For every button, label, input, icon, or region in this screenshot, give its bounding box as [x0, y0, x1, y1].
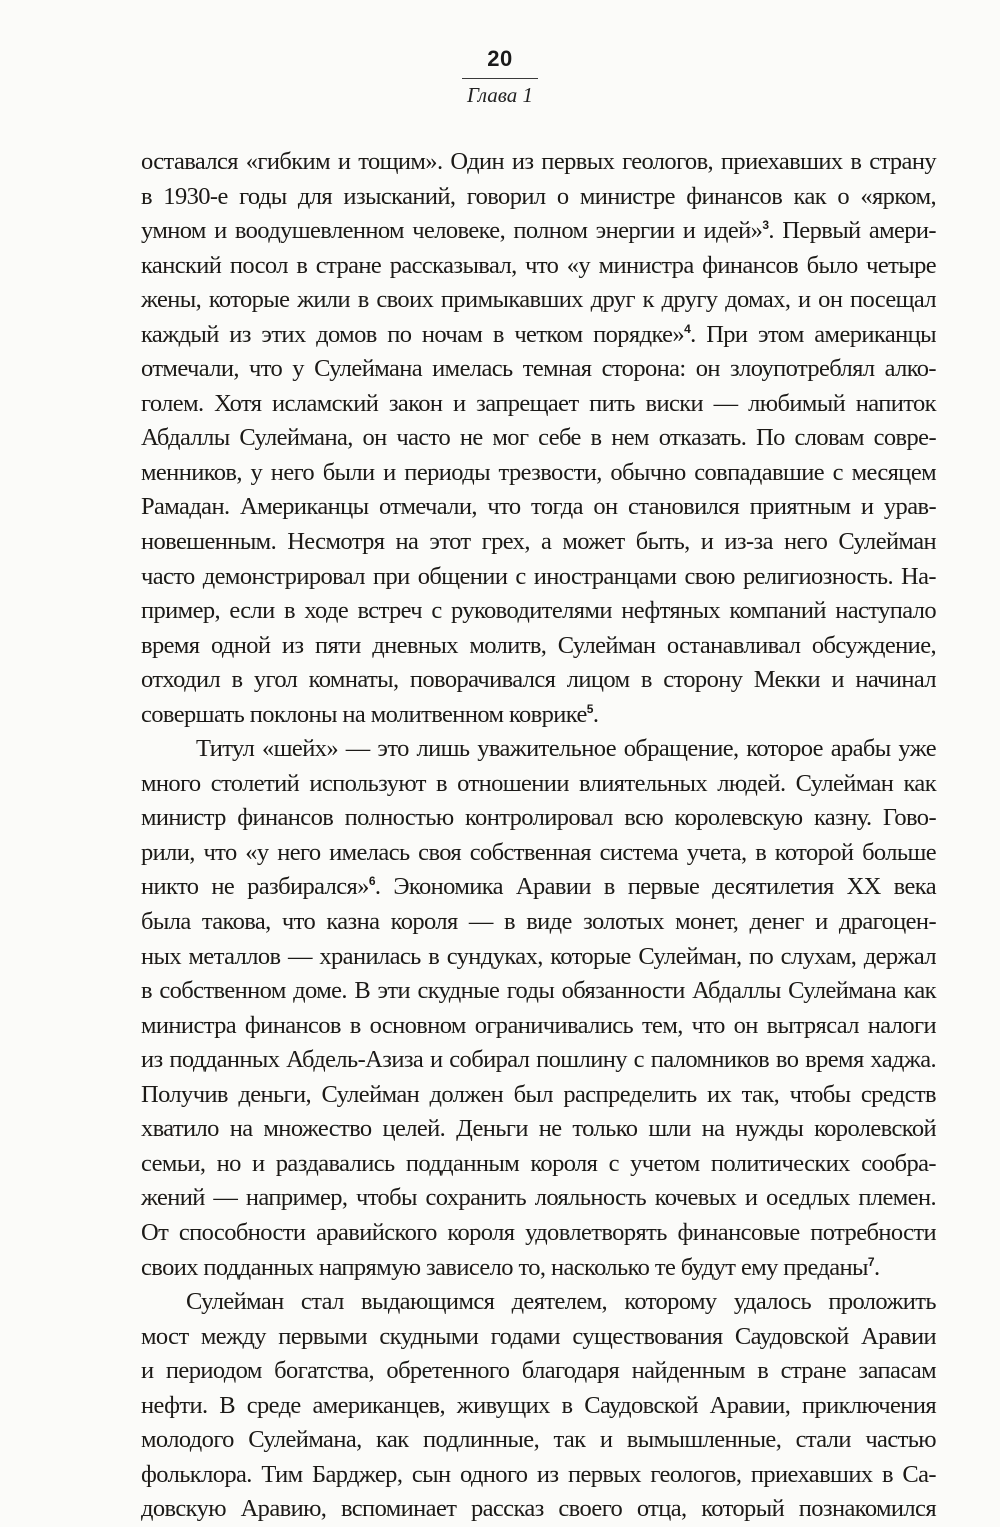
line-text: была такова, что казна короля — в виде золотых монет, денег и драгоцен-: [141, 908, 936, 936]
line-text: нефти. В среде американцев, живущих в Саудовской Аравии, приключения: [141, 1391, 936, 1419]
line-text: часто демонстрировал при общении с иностранцами свою религиозность. На-: [141, 562, 936, 590]
text-line: [141, 560, 936, 595]
line-text: совершать поклоны на молитвенном коврике: [141, 700, 587, 728]
line-text: голем. Хотя исламский закон и запрещает пить виски — любимый напиток: [141, 389, 936, 417]
paragraph: [141, 732, 936, 1285]
line-text: Рамадан. Американцы отмечали, что тогда он становился приятным и урав-: [141, 493, 936, 521]
text-line: [141, 767, 936, 802]
text-line: [141, 1216, 936, 1251]
text-line: [141, 145, 936, 180]
text-line: [141, 974, 936, 1009]
page-number: 20: [487, 46, 513, 71]
line-text: менников, у него были и периоды трезвости, обычно совпадавшие с месяцем: [141, 458, 936, 486]
text-line: [141, 940, 936, 975]
body-text: [141, 145, 936, 1527]
line-text-cont: .: [874, 1253, 880, 1281]
line-text: в 1930-е годы для изысканий, говорил о министре финансов как о «ярком,: [141, 182, 936, 210]
text-line: [141, 801, 936, 836]
line-text: жены, которые жили в своих примыкавших друг к другу домах, и он посещал: [141, 286, 936, 314]
line-text: отходил в угол комнаты, поворачивался лицом в сторону Мекки и начинал: [141, 666, 936, 694]
footnote-ref[interactable]: 3: [762, 218, 769, 233]
line-text: хватило на множество целей. Деньги не только шли на нужды королевской: [141, 1115, 936, 1143]
line-text: довскую Аравию, вспоминает рассказ своего отца, который познакомился: [141, 1495, 936, 1523]
line-text: никто не разбирался»: [141, 873, 369, 901]
text-line: [141, 1285, 936, 1320]
line-text: семьи, но и раздавались подданным короля с учетом политических сообра-: [141, 1149, 936, 1177]
text-line: [141, 214, 936, 249]
text-line: [141, 1251, 936, 1286]
line-text: Абдаллы Сулеймана, он часто не мог себе в нем отказать. По словам совре-: [141, 424, 936, 452]
text-line: [141, 1492, 936, 1527]
line-text: От способности аравийского короля удовлетворять финансовые потребности: [141, 1218, 936, 1246]
text-line: [141, 490, 936, 525]
text-line: [141, 1423, 936, 1458]
text-line: [141, 387, 936, 422]
text-line: [141, 1389, 936, 1424]
line-text: отмечали, что у Сулеймана имелась темная сторона: он злоупотреблял алко-: [141, 355, 936, 383]
text-line: [141, 1078, 936, 1113]
line-text: из подданных Абдель-Азиза и собирал пошлину с паломников во время хаджа.: [141, 1046, 936, 1074]
text-line: [141, 1181, 936, 1216]
line-text-cont: . При этом американцы: [690, 320, 936, 348]
text-line: [141, 594, 936, 629]
line-text: Титул «шейх» — это лишь уважительное обращение, которое арабы уже: [196, 735, 936, 763]
line-text: министра финансов в основном ограничивались тем, что он вытрясал налоги: [141, 1011, 936, 1039]
text-line: [141, 283, 936, 318]
footnote-ref[interactable]: 5: [586, 701, 593, 716]
line-text: рили, что «у него имелась своя собственная система учета, в которой больше: [141, 838, 936, 866]
line-text: новешенным. Несмотря на этот грех, а может быть, и из-за него Сулейман: [141, 528, 936, 556]
running-header: [0, 46, 1000, 108]
text-line: [141, 1147, 936, 1182]
text-line: [141, 629, 936, 664]
footnote-ref[interactable]: 7: [867, 1254, 874, 1269]
text-line: [141, 1043, 936, 1078]
line-text: министр финансов полностью контролировал всю королевскую казну. Гово-: [141, 804, 936, 832]
line-text: фольклора. Тим Барджер, сын одного из первых геологов, приехавших в Са-: [141, 1460, 936, 1488]
line-text: своих подданных напрямую зависело то, насколько те будут ему преданы: [141, 1253, 868, 1281]
text-line: [141, 421, 936, 456]
text-line: [141, 870, 936, 905]
text-line: [141, 732, 936, 767]
line-text-cont: .: [592, 700, 599, 728]
text-line: [141, 698, 936, 733]
line-text: оставался «гибким и тощим». Один из первых геологов, приехавших в страну: [141, 148, 936, 175]
line-text: мост между первыми скудными годами существования Саудовской Аравии: [141, 1322, 936, 1350]
paragraph: [141, 1285, 936, 1527]
line-text: Получив деньги, Сулейман должен был распределить их так, чтобы средств: [141, 1080, 936, 1108]
line-text: пример, если в ходе встреч с руководителями нефтяных компаний наступало: [141, 597, 936, 625]
paragraph: [141, 145, 936, 732]
line-text-cont: . Экономика Аравии в первые десятилетия XX века: [374, 873, 936, 901]
text-line: [141, 905, 936, 940]
text-line: [141, 1458, 936, 1493]
chapter-title: Глава 1: [467, 83, 533, 107]
text-line: [141, 836, 936, 871]
footnote-ref[interactable]: 6: [368, 874, 375, 889]
line-text: время одной из пяти дневных молитв, Сулейман останавливал обсуждение,: [141, 631, 936, 659]
text-line: [141, 456, 936, 491]
text-line: [141, 1009, 936, 1044]
text-line: [141, 1112, 936, 1147]
line-text: ных металлов — хранилась в сундуках, которые Сулейман, по слухам, держал: [141, 942, 936, 970]
line-text: молодого Сулеймана, как подлинные, так и вымышленные, стали частью: [141, 1426, 936, 1454]
text-line: [141, 525, 936, 560]
line-text: канский посол в стране рассказывал, что «у министра финансов было четыре: [141, 251, 936, 279]
line-text: каждый из этих домов по ночам в четком порядке»: [141, 320, 685, 348]
text-line: [141, 1354, 936, 1389]
line-text: и периодом богатства, обретенного благодаря найденным в стране запасам: [141, 1357, 936, 1385]
text-line: [141, 352, 936, 387]
footnote-ref[interactable]: 4: [684, 321, 691, 336]
text-line: [141, 663, 936, 698]
header-rule: [462, 78, 538, 79]
line-text: умном и воодушевленном человеке, полном энергии и идей»: [141, 217, 763, 245]
line-text: жений — например, чтобы сохранить лояльность кочевых и оседлых племен.: [141, 1184, 936, 1212]
text-line: [141, 1320, 936, 1355]
text-line: [141, 249, 936, 284]
line-text: Сулейман стал выдающимся деятелем, которому удалось проложить: [186, 1288, 936, 1316]
line-text: много столетий используют в отношении влиятельных людей. Сулейман как: [141, 769, 936, 797]
text-line: [141, 318, 936, 353]
text-line: [141, 180, 936, 215]
line-text-cont: . Первый амери-: [768, 217, 936, 245]
line-text: в собственном доме. В эти скудные годы обязанности Абдаллы Сулеймана как: [141, 977, 936, 1005]
